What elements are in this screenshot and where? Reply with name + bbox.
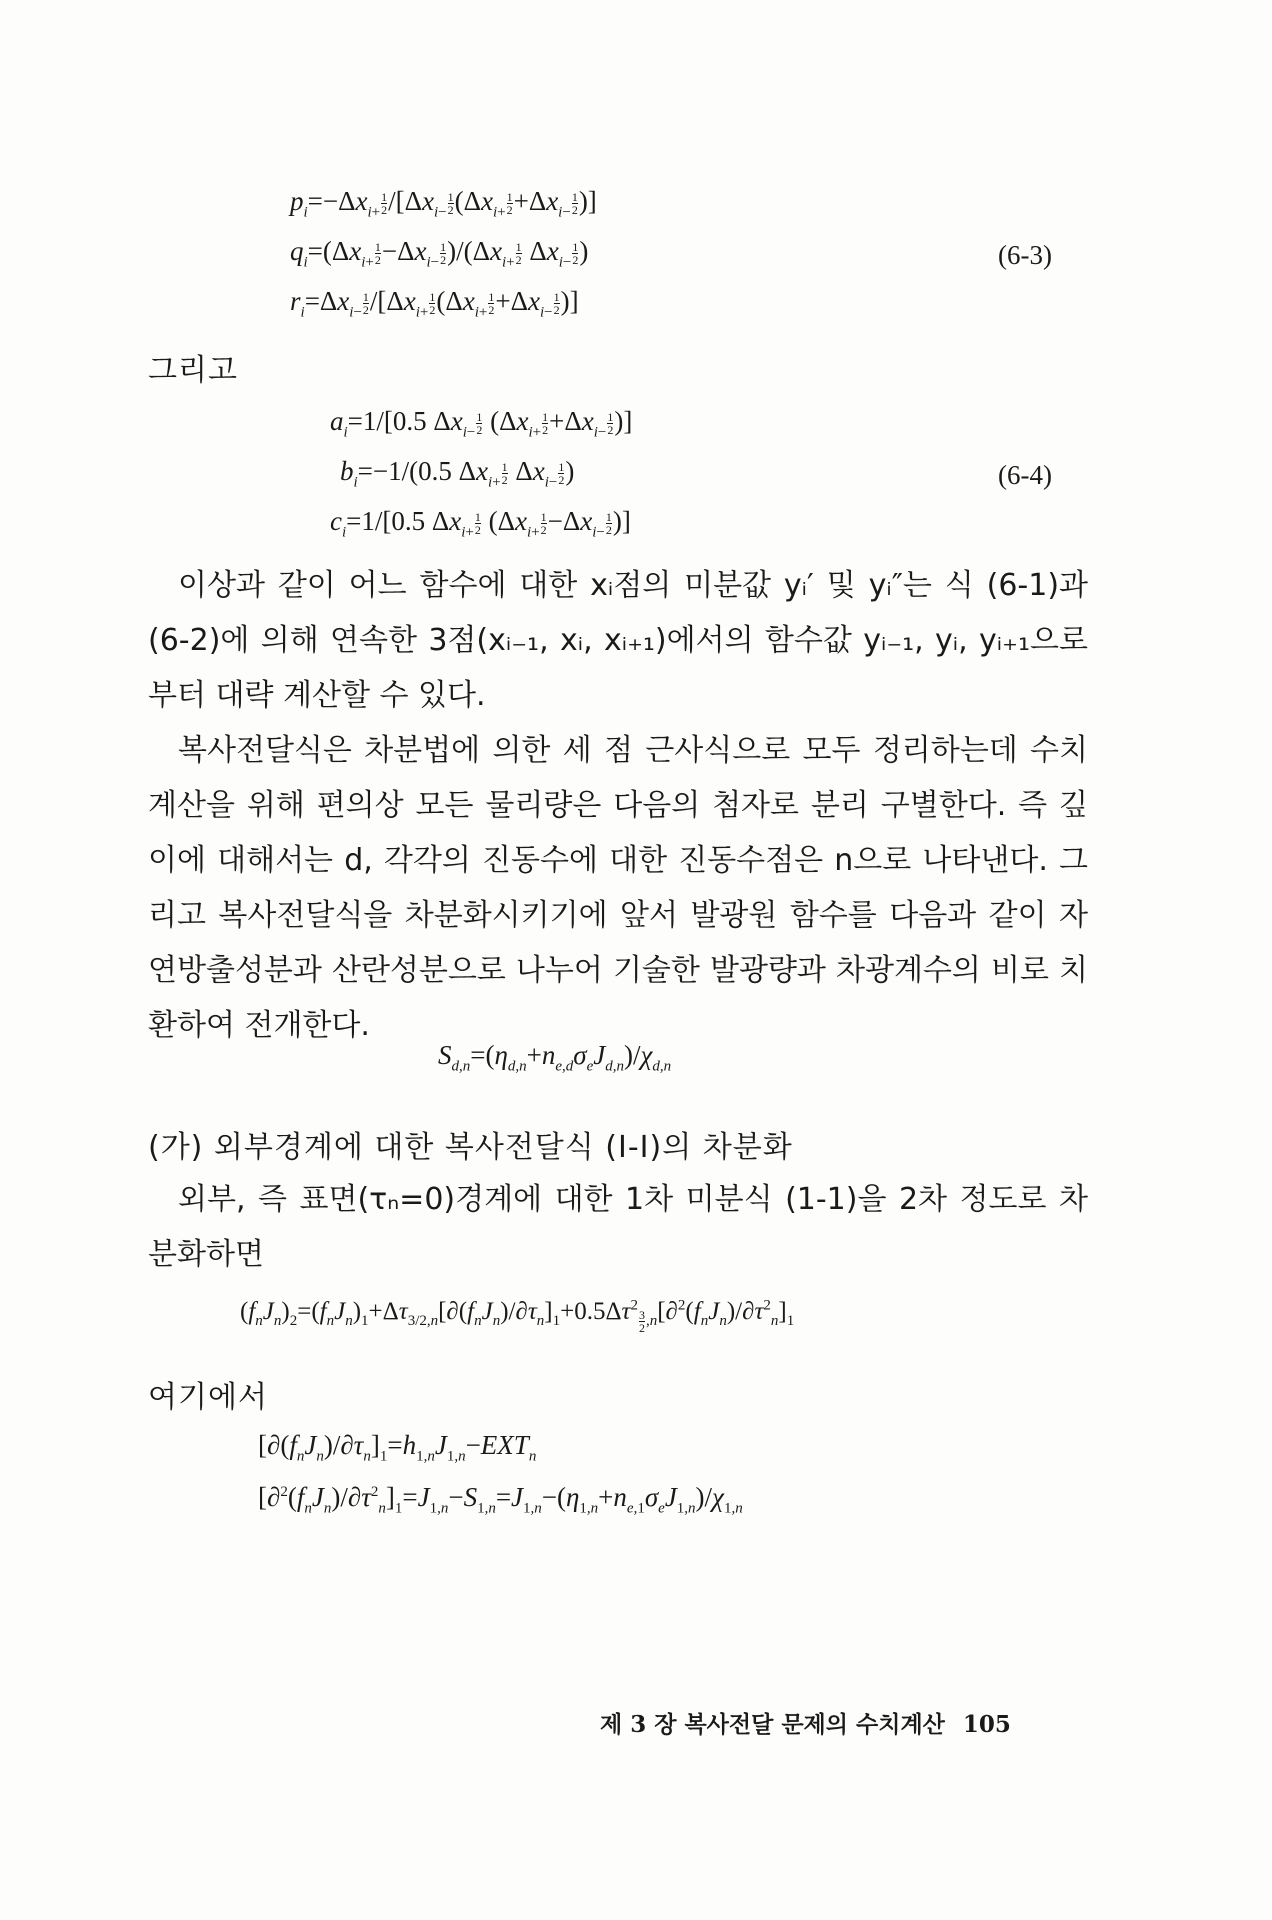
equation-q: $q_i=(\Delta x_{i+}$ $\frac{1}{2}$ $-\Delta x_{i-}$ $\frac{1}{2}$ )$/(\Delta x_{i+}$ $\frac{1}{2}$ $\Delta x_{i-}$ $\frac{1}{2}$ ) <box>290 236 589 271</box>
paragraph-2-text: 복사전달식은 차분법에 의한 세 점 근사식으로 모두 정리하는데 수치 계산을 위해 편의상 모든 물리량은 다음의 첨자로 분리 구별한다. 즉 깊이에 대해서는 d, 각각의 진동수에 대한 진동수점은 n으로 나타낸다. 그리고 복사전달식을 차분화시키기에 앞서 발광원 함수를 다음과 같이 자연방출성분과 산란성분으로 나누어 기술한 발광량과 차광계수의 비로 치환하여 전개한다. <box>148 733 1088 1043</box>
equation-r: $r_i=\Delta x_{i-}$ $\frac{1}{2}$ $/[\Delta x_{i+}$ $\frac{1}{2}$ ($\Delta x_{i+}$ $\frac{1}{2}$ $+\Delta x_{i-}$ $\frac{1}{2}$ )] <box>290 286 579 321</box>
equation-b: $b_i=-1/(0.5$ $\Delta x_{i+}$ $\frac{1}{2}$ $\Delta x_{i-}$ $\frac{1}{2}$ ) <box>340 456 575 491</box>
equation-number-6-4: (6-4) <box>998 460 1052 490</box>
equation-first-derivative: $[\partial(f_nJ_n)/\partial\tau_n]_1=h_{1,n}J_{1,n}-EXT_n$ <box>258 1430 537 1465</box>
paragraph-3-text: 외부, 즉 표면(τₙ=0)경계에 대한 1차 미분식 (1-1)을 2차 정도로 차분화하면 <box>148 1182 1088 1272</box>
page-footer <box>600 1706 1011 1739</box>
page-number: 105 <box>962 1711 1011 1738</box>
equation-c: $c_i=1/[0.5$ $\Delta x_{i+}$ $\frac{1}{2}$ ($\Delta x_{i+}$ $\frac{1}{2}$ $-\Delta x_{i-}$ $\frac{1}{2}$ )] <box>330 506 631 541</box>
body-paragraph-3 <box>148 1172 1088 1282</box>
section-heading: (가) 외부경계에 대한 복사전달식 (I-I)의 차분화 <box>148 1130 793 1165</box>
body-paragraph-1 <box>148 558 1088 723</box>
equation-p: $p_i=-\Delta x_{i+}$ $\frac{1}{2}$ $/[\Delta x_{i-}$ $\frac{1}{2}$ ($\Delta x_{i+}$ $\frac{1}{2}$ $+\Delta x_{i-}$ $\frac{1}{2}$ )] <box>290 186 597 221</box>
paragraph-1-text: 이상과 같이 어느 함수에 대한 xᵢ점의 미분값 yᵢ′ 및 yᵢ″는 식 (6-1)과 (6-2)에 의해 연속한 3점(xᵢ₋₁, xᵢ, xᵢ₊₁)에서의 함수값 yᵢ₋₁, yᵢ, yᵢ₊₁으로부터 대략 계산할 수 있다. <box>148 568 1088 713</box>
equation-second-derivative: $[\partial^2(f_nJ_n)/\partial\tau^2_n]_1=J_{1,n}-S_{1,n}=J_{1,n}-(\eta_{1,n}+n_{e,1}\sigma_eJ_{1,n})/\chi_{1,n}$ <box>258 1482 743 1517</box>
equation-a: $a_i=1/[0.5$ $\Delta x_{i-}$ $\frac{1}{2}$ ($\Delta x_{i+}$ $\frac{1}{2}$ $+\Delta x_{i-}$ $\frac{1}{2}$ )] <box>330 406 633 441</box>
equation-finite-difference: $(f_nJ_n)_2=(f_nJ_n)_1+\Delta\tau_{3/2,n}[\partial(f_nJ_n)/\partial\tau_n]_1+0.5\Delta\tau^2$ $_{\frac{3}{2} ,n}[\partial^2(f_nJ_n)/\partial\tau^2_n]_1$ <box>240 1297 795 1336</box>
body-paragraph-2 <box>148 723 1088 1053</box>
equation-number-6-3: (6-3) <box>998 240 1052 270</box>
text-and: 그리고 <box>148 353 238 388</box>
text-here: 여기에서 <box>148 1380 268 1415</box>
chapter-title: 제 3 장 복사전달 문제의 수치계산 <box>600 1711 945 1738</box>
equation-source-function: $S_{d,n}=(\eta_{d,n}+n_{e,d}\sigma_eJ_{d,n})/\chi_{d,n}$ <box>438 1040 672 1075</box>
